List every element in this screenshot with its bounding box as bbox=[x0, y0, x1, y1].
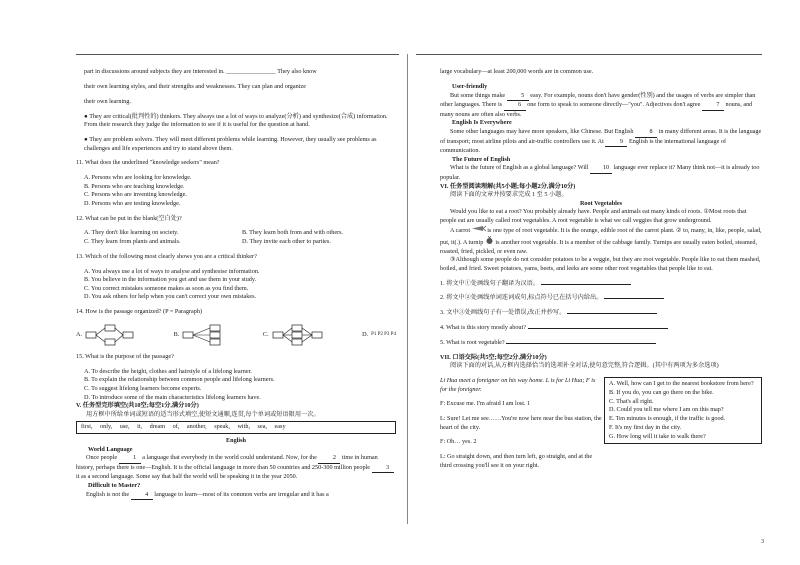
carrot-image bbox=[472, 225, 486, 232]
paragraph-rv-1: Would you like to eat a root? You probably already have. People and animals eat many kinds of roots. ①Most roots that people eat are usually called root vegetables. A root vegetable is what we call veggies that grow underground. bbox=[440, 208, 747, 224]
option: A. You always use a lot of ways to analyse and synthesise information. bbox=[84, 267, 260, 275]
option: D. You ask others for help when you can't correct your own mistakes. bbox=[84, 293, 257, 301]
diagram-d bbox=[362, 331, 396, 340]
blank-5[interactable]: 5 bbox=[507, 92, 529, 102]
q12-options-row-1 bbox=[76, 229, 396, 238]
column-divider bbox=[407, 54, 408, 524]
option-item: C. That's all right. bbox=[609, 397, 654, 405]
reading-question: 4. What is this story mostly about? bbox=[440, 324, 762, 333]
option: C. Persons who are inventing knowledge. bbox=[84, 191, 187, 199]
question-13: 13. Which of the following most clearly shows you are a critical thinker? bbox=[76, 252, 257, 260]
paragraph-rv-3: ③Although some people do not consider potatoes to be a veggie, but they are root vegetable. People like to eat them mashed, boiled, and fried. Sweet potatoes, yams, beets, and leeks are some other root vegetables that people like to eat. bbox=[440, 256, 761, 272]
option: B. They learn both from and with others. bbox=[242, 229, 344, 237]
structure-diagram-a bbox=[85, 324, 135, 346]
blank-4[interactable]: 4 bbox=[131, 491, 153, 501]
options-box bbox=[604, 377, 762, 445]
diagram-label: B. bbox=[173, 330, 180, 338]
passage-title: English bbox=[226, 437, 246, 445]
diagram-b bbox=[174, 324, 225, 346]
diagram-label: A. bbox=[76, 330, 83, 338]
section-6-heading: VI. 任务型阅读理解(共5小题;每小题2分,满分10分) bbox=[440, 182, 576, 190]
dialog-line: F: Excuse me. I'm afraid I am lost. 1 bbox=[440, 400, 531, 408]
option-item: D. Could you tell me where I am on this map? bbox=[609, 406, 724, 414]
reading-question: 5. What is root vegetable? bbox=[440, 339, 762, 348]
dialog-line: L: Sure! Let me see……You're now here near the bus station, the heart of the city. bbox=[440, 415, 602, 431]
option: A. To describe the height, clothes and hairstyle of a lifelong learner. bbox=[84, 367, 252, 375]
dialog-line: F: Oh… yes. 2 bbox=[440, 438, 477, 446]
bullet-critical-thinkers: ● They are critical(批判性的) thinkers. They always use a lot of ways to analyze(分析) and synthesize(合成) information. From their research they judge the information to see if it is useful for the question at hand. bbox=[84, 112, 388, 129]
dialog-area bbox=[440, 377, 762, 471]
blank-6[interactable]: 6 bbox=[504, 101, 526, 111]
option: B. Persons who are teaching knowledge. bbox=[84, 182, 185, 190]
question-11: 11. What does the underlined "knowledge seekers" mean? bbox=[76, 159, 220, 167]
bullet-problem-solvers: ● They are problem solvers. They will meet different problems while learning. However, they usually see problems as challenges and life experiences and try to stand above them. bbox=[84, 135, 377, 152]
diagram-a bbox=[76, 324, 135, 346]
q14-diagrams bbox=[76, 323, 396, 347]
diagram-d-text: P1 P2 P3 P4 bbox=[371, 331, 396, 337]
option-item: B. If you do, you can go there on the bike. bbox=[609, 388, 714, 396]
subheading-everywhere: English Is Everywhere bbox=[452, 119, 512, 127]
section-5-instructions: 用方框中所给单词或短语的适当形式填空,使短文通顺,连贯,每个单词或短语限用一次。 bbox=[86, 410, 320, 418]
option: D. Persons who are testing knowledge. bbox=[84, 199, 181, 207]
top-rule-left bbox=[76, 54, 399, 55]
left-column bbox=[76, 62, 396, 500]
option-item: A. Well, how can I get to the nearest bookstore from here? bbox=[609, 379, 754, 387]
question-15: 15. What is the purpose of the passage? bbox=[76, 353, 174, 361]
answer-line[interactable] bbox=[506, 343, 656, 344]
diagram-label: C. bbox=[262, 330, 269, 338]
answer-line[interactable] bbox=[541, 284, 631, 285]
subheading-world-language: World Language bbox=[88, 445, 133, 453]
reading-question: 3. 文中③处画线句子有一处错误,改正并抄写。 bbox=[440, 309, 762, 318]
word-box: first, only, use, it, dream of, another, speak, with, sea, easy bbox=[76, 421, 396, 434]
option: C. They learn from plants and animals. bbox=[84, 238, 181, 245]
subheading-difficult: Difficult to Master? bbox=[88, 482, 141, 489]
section-7-instructions: 阅读下面的对话,从方框内选择恰当的选项补全对话,使句意完整,符合逻辑。(其中有两项为多余选项) bbox=[450, 362, 719, 370]
diagram-c bbox=[263, 324, 324, 346]
option: C. To suggest lifelong learners become experts. bbox=[84, 385, 202, 393]
blank-10[interactable]: 10 bbox=[590, 164, 612, 174]
paragraph-future: What is the future of English as a global language? Will 10 language ever replace it? Many think not—it is already too popular. bbox=[440, 164, 760, 181]
dialog-intro: Li Hua meet a foreigner on his way home. L is for Li Hua; F is for the foreigner. bbox=[440, 376, 596, 393]
paragraph-everywhere: Some other languages may have more speakers, like Chinese. But English 8 in many different areas. It is the language of transport; most airline pilots and air-traffic controllers use it. At 9 English is the international language of communication. bbox=[440, 127, 762, 155]
question-12: 12. What can be put in the blank(空白处)? bbox=[76, 214, 182, 222]
blank-3[interactable]: 3 bbox=[372, 464, 394, 474]
subheading-user-friendly: User-friendly bbox=[452, 82, 488, 90]
turnip-image bbox=[485, 236, 494, 244]
option: D. To introduce some of the main characteristics lifelong learners have. bbox=[84, 393, 261, 401]
section-5-heading: V. 任务型完形填空(共10空;每空1分,满分10分) bbox=[76, 402, 199, 410]
option-item: G. How long will it take to walk there? bbox=[609, 432, 706, 440]
text-line: large vocabulary—at least 200,000 words are in common use. bbox=[440, 68, 594, 76]
diagram-label: D. bbox=[362, 330, 369, 338]
paragraph-user-friendly: But some things make 5 easy. For example, nouns don't have gender(性别) and the usages of verbs are simpler than other languages. There is 6 one form to speak to someone directly—"you". Adjectives don't agree 7 nouns, and many nouns are often also verbs. bbox=[440, 91, 756, 118]
option-item: E. Ten minutes is enough, if the traffic is good. bbox=[609, 415, 726, 423]
option: B. To explain the relationship between common people and lifelong learners. bbox=[84, 376, 275, 384]
q12-options-row-2 bbox=[76, 238, 396, 247]
page-number: 3 bbox=[761, 539, 764, 545]
dialog-line: L: Go straight down, and then turn left, go straight, and at the third crossing you'll see it on your right. bbox=[440, 453, 593, 469]
option: A. Persons who are looking for knowledge. bbox=[84, 174, 192, 182]
paragraph-world-language: Once people 1 a language that everybody in the world could understand. Now, for the 2 time in human history, perhaps there is one—English. It is the official language in more than 50 countries and 250-300 million people 3 it as a second language. Some say that half the world will be speaking it in the year 2050. bbox=[76, 454, 396, 482]
dialog bbox=[440, 377, 604, 471]
blank-9[interactable]: 9 bbox=[605, 138, 627, 148]
option-item: F. It's my first day in the city. bbox=[609, 423, 682, 431]
option: C. You correct mistakes someone makes as soon as you find them. bbox=[84, 284, 249, 292]
answer-line[interactable] bbox=[604, 298, 664, 299]
right-column bbox=[440, 62, 762, 477]
text-line: their own learning. bbox=[84, 97, 131, 105]
structure-diagram-c bbox=[272, 324, 324, 346]
option: D. They invite each other to parties. bbox=[242, 238, 331, 245]
section-6-instructions: 阅读下面的文章并按要求完成 1 至 5 小题。 bbox=[450, 191, 568, 199]
structure-diagram-b bbox=[182, 324, 224, 346]
option: B. You believe in the information you get and use them in your study. bbox=[84, 276, 257, 284]
paragraph-difficult: English is not the 4 language to learn—most of its common verbs are irregular and it has a bbox=[76, 491, 396, 501]
answer-line[interactable] bbox=[528, 328, 668, 329]
reading-question: 2. 将文中②处画线单词连词成句,标点符号已在括号内给出。 bbox=[440, 294, 762, 303]
subheading-future: The Future of English bbox=[452, 155, 511, 163]
blank-8[interactable]: 8 bbox=[635, 128, 657, 138]
paragraph-rv-2: A carrot is one type of root vegetable. It is the orange, edible root of the carrot plant. ② to, many, in, like, people, salad, put, it(.). A turnip is another root vegetable. It is a member of the cabbage family. Turnips are usually eaten boiled, steamed, roasted, fried, pickled, or even raw. bbox=[440, 227, 762, 255]
blank-7[interactable]: 7 bbox=[702, 101, 724, 111]
reading-question: 1. 将文中①处画线句子翻译为汉语。 bbox=[440, 280, 762, 289]
option: A. They don't like learning on society. bbox=[84, 229, 179, 237]
text-line: part in discussions around subjects they are interested in. ________________ They also know bbox=[84, 68, 317, 76]
passage-title-root-vegetables: Root Vegetables bbox=[579, 199, 623, 207]
top-rule-right bbox=[416, 54, 762, 55]
question-14: 14. How is the passage organized? (P = Paragraph) bbox=[76, 308, 203, 316]
section-7-heading: VII. 口语交际(共5空;每空2分,满分10分) bbox=[440, 353, 547, 361]
blank-1[interactable]: 1 bbox=[119, 454, 141, 464]
text-line: their own learning styles, and their strengths and weaknesses. They can plan and organize bbox=[84, 82, 306, 90]
blank-2[interactable]: 2 bbox=[318, 454, 340, 464]
answer-line[interactable] bbox=[567, 313, 657, 314]
